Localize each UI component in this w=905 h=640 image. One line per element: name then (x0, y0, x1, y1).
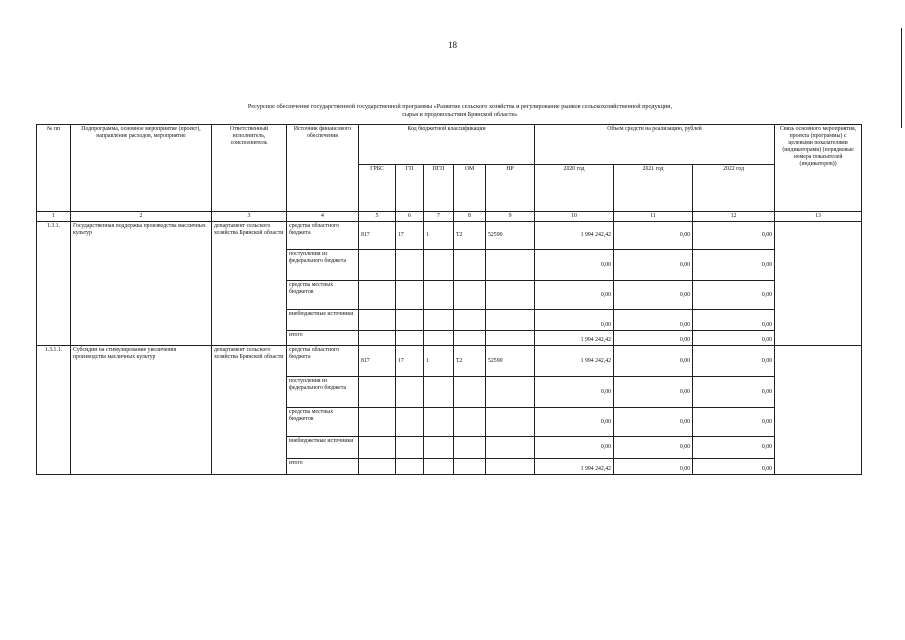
row-2022: 0,00 (693, 346, 775, 377)
title-line-1: Ресурсное обеспечение государственной государственной программы «Развитие сельского хозяйства и регулирование рынков сельскохозяйственной продукции, (247, 103, 673, 110)
row-gp (396, 281, 424, 310)
row-grbs (359, 310, 396, 331)
row-om (454, 408, 486, 437)
row-2022: 0,00 (693, 222, 775, 250)
column-number: 4 (287, 212, 359, 222)
row-nr: 52590 (486, 222, 535, 250)
column-number: 13 (775, 212, 862, 222)
row-2022: 0,00 (693, 250, 775, 281)
row-pgp: 1 (424, 222, 454, 250)
row-om (454, 331, 486, 346)
row-name: Субсидии на стимулирование увеличения производства масличных культур (71, 346, 212, 475)
column-number: 2 (71, 212, 212, 222)
row-nr (486, 377, 535, 408)
column-number: 11 (614, 212, 693, 222)
page-number: 18 (448, 40, 457, 50)
column-number: 9 (486, 212, 535, 222)
row-2020: 1 994 242,42 (535, 222, 614, 250)
row-grbs (359, 331, 396, 346)
row-pgp (424, 250, 454, 281)
row-grbs: 817 (359, 346, 396, 377)
row-gp (396, 331, 424, 346)
row-pgp (424, 437, 454, 459)
row-grbs (359, 408, 396, 437)
budget-table (36, 124, 862, 475)
header-2020: 2020 год (535, 165, 614, 212)
row-nr (486, 331, 535, 346)
row-gp (396, 377, 424, 408)
column-number: 10 (535, 212, 614, 222)
row-2022: 0,00 (693, 437, 775, 459)
row-pgp (424, 310, 454, 331)
row-2021: 0,00 (614, 459, 693, 475)
row-source: итого (287, 331, 359, 346)
row-om (454, 310, 486, 331)
document-title (150, 103, 770, 119)
row-2022: 0,00 (693, 377, 775, 408)
row-om (454, 437, 486, 459)
row-2020: 0,00 (535, 250, 614, 281)
row-link (775, 346, 862, 475)
row-gp (396, 459, 424, 475)
row-gp (396, 437, 424, 459)
table-row (37, 346, 862, 377)
header-volume: Объем средств на реализацию, рублей (535, 125, 775, 165)
row-grbs (359, 459, 396, 475)
header-subprogram: Подпрограмма, основное мероприятие (проект), направление расходов, мероприятие (71, 125, 212, 212)
row-responsible: департамент сельского хозяйства Брянской области (212, 346, 287, 475)
row-2021: 0,00 (614, 331, 693, 346)
row-source: средства местных бюджетов (287, 408, 359, 437)
row-nr (486, 250, 535, 281)
row-pgp (424, 408, 454, 437)
row-responsible: департамент сельского хозяйства Брянской области (212, 222, 287, 346)
row-source: средства областного бюджета (287, 222, 359, 250)
row-om (454, 281, 486, 310)
row-grbs: 817 (359, 222, 396, 250)
column-number: 3 (212, 212, 287, 222)
row-num: 1.3.1.1. (37, 346, 71, 475)
row-source: внебюджетные источники (287, 437, 359, 459)
header-responsible: Ответственный исполнитель, соисполнитель (212, 125, 287, 212)
row-2021: 0,00 (614, 310, 693, 331)
row-2022: 0,00 (693, 310, 775, 331)
row-2020: 0,00 (535, 437, 614, 459)
row-om: Т2 (454, 222, 486, 250)
row-nr (486, 408, 535, 437)
column-number: 1 (37, 212, 71, 222)
row-2020: 1 994 242,42 (535, 459, 614, 475)
header-om: ОМ (454, 165, 486, 212)
row-2020: 0,00 (535, 310, 614, 331)
row-gp: 17 (396, 346, 424, 377)
row-2020: 0,00 (535, 408, 614, 437)
column-number-row (37, 212, 862, 222)
header-2021: 2021 год (614, 165, 693, 212)
block-1 (37, 222, 862, 346)
table-header (37, 125, 862, 222)
row-2022: 0,00 (693, 281, 775, 310)
row-link (775, 222, 862, 346)
header-2022: 2022 год (693, 165, 775, 212)
row-2021: 0,00 (614, 281, 693, 310)
header-source: Источник финансового обеспечения (287, 125, 359, 212)
column-number: 7 (424, 212, 454, 222)
header-nr: НР (486, 165, 535, 212)
row-source: поступления из федерального бюджета (287, 250, 359, 281)
row-nr (486, 437, 535, 459)
row-pgp: 1 (424, 346, 454, 377)
row-2021: 0,00 (614, 222, 693, 250)
row-2020: 1 994 242,42 (535, 346, 614, 377)
row-grbs (359, 377, 396, 408)
row-gp (396, 310, 424, 331)
row-2021: 0,00 (614, 346, 693, 377)
column-number: 6 (396, 212, 424, 222)
row-source: внебюджетные источники (287, 310, 359, 331)
row-source: итого (287, 459, 359, 475)
row-2021: 0,00 (614, 377, 693, 408)
row-pgp (424, 281, 454, 310)
row-2021: 0,00 (614, 437, 693, 459)
header-grbs: ГРБС (359, 165, 396, 212)
row-source: средства областного бюджета (287, 346, 359, 377)
row-om (454, 459, 486, 475)
row-gp (396, 408, 424, 437)
row-om (454, 250, 486, 281)
row-2020: 0,00 (535, 377, 614, 408)
row-nr (486, 281, 535, 310)
row-2021: 0,00 (614, 250, 693, 281)
header-link: Связь основного мероприятия, проекта (программы) с целевыми показателями (индикаторами) (порядковые номера показателей (индикаторов)) (775, 125, 862, 212)
row-source: средства местных бюджетов (287, 281, 359, 310)
row-pgp (424, 331, 454, 346)
row-source: поступления из федерального бюджета (287, 377, 359, 408)
row-pgp (424, 459, 454, 475)
header-num: № пп (37, 125, 71, 212)
row-nr (486, 459, 535, 475)
row-2021: 0,00 (614, 408, 693, 437)
row-2022: 0,00 (693, 331, 775, 346)
row-om (454, 377, 486, 408)
column-number: 5 (359, 212, 396, 222)
row-2020: 1 994 242,42 (535, 331, 614, 346)
row-grbs (359, 281, 396, 310)
row-2022: 0,00 (693, 459, 775, 475)
block-2 (37, 346, 862, 475)
header-budget-code: Код бюджетной классификации (359, 125, 535, 165)
table-row (37, 222, 862, 250)
row-2020: 0,00 (535, 281, 614, 310)
row-name: Государственная поддержка производства масличных культур (71, 222, 212, 346)
header-pgp: ПГП (424, 165, 454, 212)
title-line-2: сырья и продовольствия Брянской области» (402, 111, 518, 118)
column-number: 12 (693, 212, 775, 222)
row-nr (486, 310, 535, 331)
row-grbs (359, 250, 396, 281)
row-grbs (359, 437, 396, 459)
row-num: 1.3.1. (37, 222, 71, 346)
header-gp: ГП (396, 165, 424, 212)
row-gp: 17 (396, 222, 424, 250)
row-gp (396, 250, 424, 281)
column-number: 8 (454, 212, 486, 222)
row-nr: 52590 (486, 346, 535, 377)
row-2022: 0,00 (693, 408, 775, 437)
row-om: Т2 (454, 346, 486, 377)
row-pgp (424, 377, 454, 408)
page-edge-mark (901, 28, 903, 128)
